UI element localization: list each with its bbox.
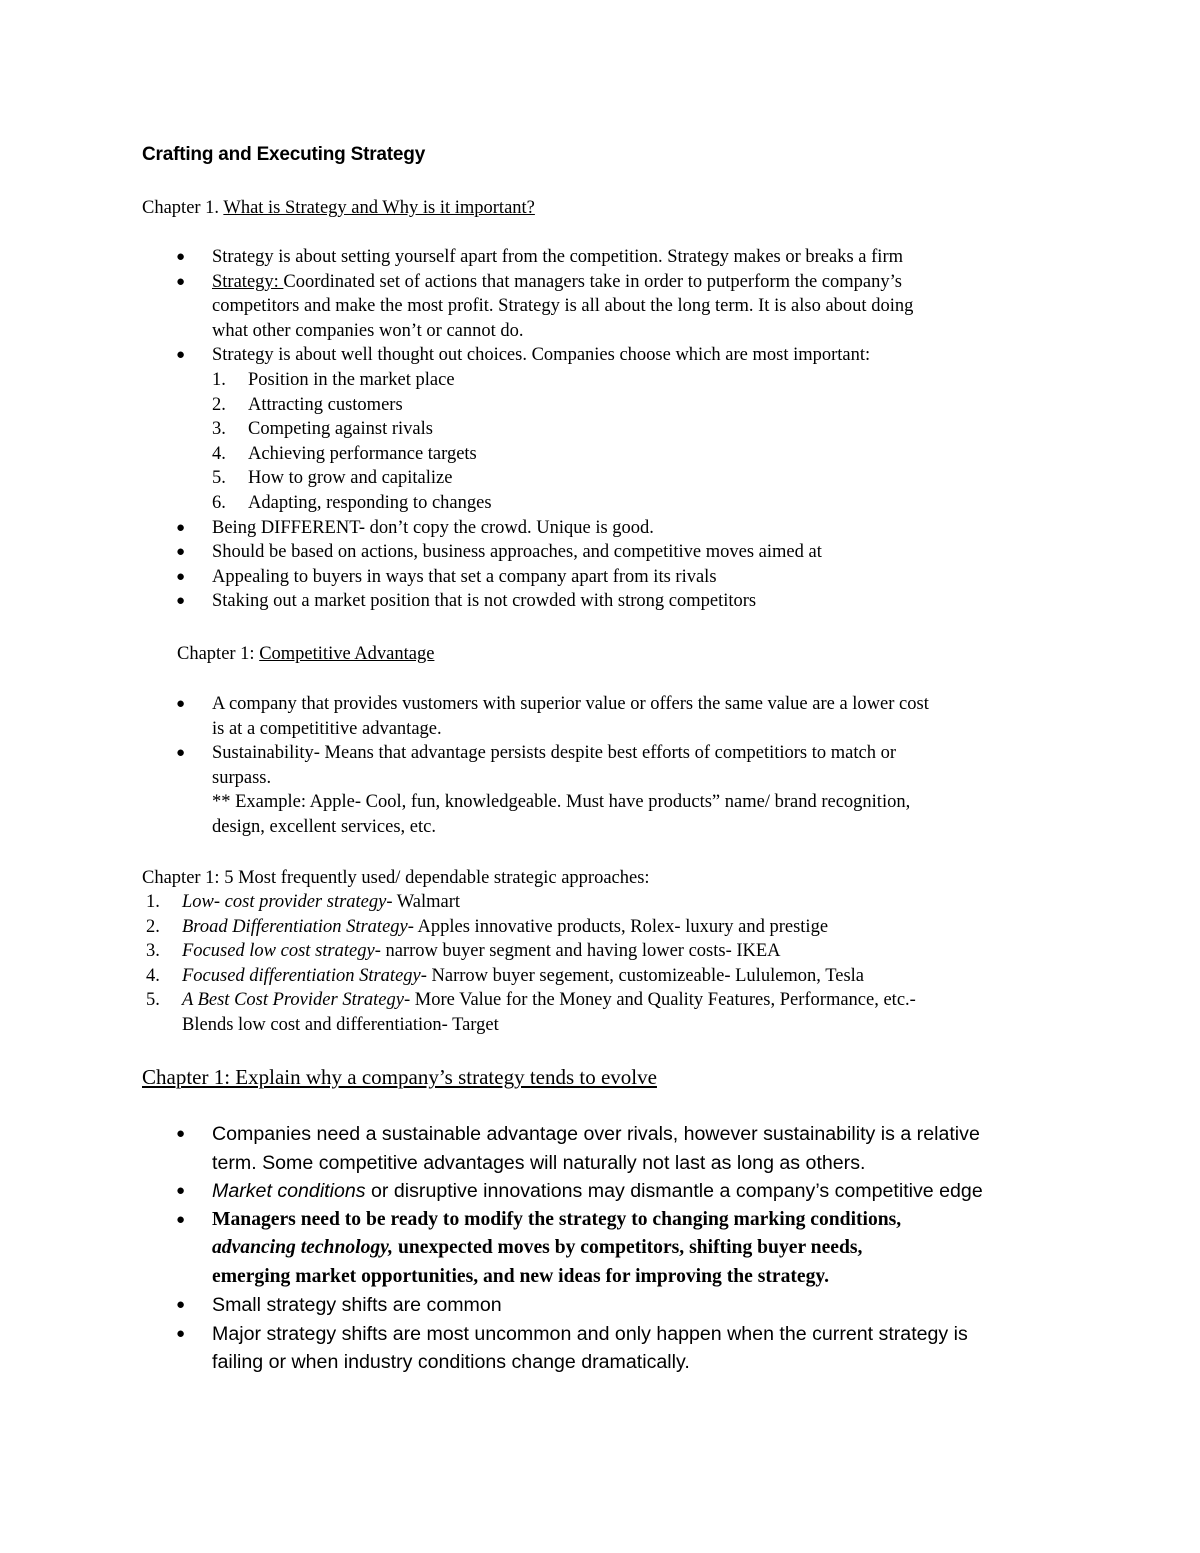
list-item: ● Strategy is about setting yourself apart from the competition. Strategy makes or breaks a firm [176,247,903,267]
strategy-bullet-list [176,245,914,614]
numbered-item: 5. A Best Cost Provider Strategy- More Value for the Money and Quality Features, Performance, etc.- [146,990,916,1011]
list-item-continuation: term. Some competitive advantages will naturally not last as long as others. [212,1151,866,1174]
evolve-list [176,1120,983,1377]
list-item: ● Staking out a market position that is not crowded with strong competitors [176,591,757,612]
list-item-continuation: competitors and make the most profit. Strategy is all about the long term. It is also about doing [212,296,914,317]
numbered-item: 3. Focused low cost strategy- narrow buyer segment and having lower costs- IKEA [146,941,781,962]
strategy-term: Strategy: [212,271,284,292]
chapter-1-heading [142,196,535,221]
evolve-heading: Chapter 1: Explain why a company’s strategy tends to evolve [142,1065,657,1089]
list-item: ● Small strategy shifts are common [176,1294,502,1316]
strategic-approaches-list [146,890,916,1038]
list-item: ● Should be based on actions, business approaches, and competitive moves aimed at [176,542,822,563]
list-item-continuation: design, excellent services, etc. [212,816,436,837]
list-item: ● Managers need to be ready to modify the strategy to changing marking conditions, [176,1208,902,1230]
numbered-item: 6. Adapting, responding to changes [212,492,492,513]
numbered-item: 4. Achieving performance targets [212,443,477,464]
list-item: ● Strategy: Coordinated set of actions that managers take in order to putperform the company’s [176,271,902,292]
document-title: Crafting and Executing Strategy [142,144,426,165]
list-item: ● Companies need a sustainable advantage over rivals, however sustainability is a relative [176,1123,980,1145]
list-item: ● A company that provides vustomers with superior value or offers the same value are a lower cost [176,694,929,714]
list-item: ● Sustainability- Means that advantage persists despite best efforts of competitiors to match or [176,743,897,764]
list-item-continuation: ** Example: Apple- Cool, fun, knowledgeable. Must have products” name/ brand recognition, [212,792,911,813]
competitive-advantage-list [176,692,929,840]
chapter-1-prefix: Chapter 1. [142,198,224,218]
chapter-1-title: What is Strategy and Why is it important? [223,198,535,218]
numbered-item: 3. Competing against rivals [212,419,433,440]
competitive-advantage-heading: Chapter 1: Competitive Advantage [177,644,435,664]
list-item: ● Appealing to buyers in ways that set a company apart from its rivals [176,566,717,587]
numbered-item: 1. Position in the market place [212,369,455,390]
list-item: ● Being DIFFERENT- don’t copy the crowd. Unique is good. [176,517,654,538]
list-item-continuation: what other companies won’t or cannot do. [212,320,524,341]
list-item-continuation: is at a competititive advantage. [212,718,442,739]
numbered-item: 5. How to grow and capitalize [212,468,453,489]
numbered-item: 2. Broad Differentiation Strategy- Apples innovative products, Rolex- luxury and prestige [146,916,829,937]
list-item-continuation: emerging market opportunities, and new ideas for improving the strategy. [212,1265,829,1287]
numbered-item: 2. Attracting customers [212,394,403,415]
list-item: ● Major strategy shifts are most uncommon and only happen when the current strategy is [176,1322,968,1345]
approaches-heading: Chapter 1: 5 Most frequently used/ dependable strategic approaches: [142,868,650,888]
list-item-continuation: surpass. [212,767,272,788]
list-item-continuation: failing or when industry conditions change dramatically. [212,1351,690,1373]
list-item-continuation: Blends low cost and differentiation- Target [182,1014,499,1035]
numbered-item: 4. Focused differentiation Strategy- Narrow buyer segement, customizeable- Lululemon, Tesla [146,965,864,986]
list-item-continuation: advancing technology, unexpected moves by competitors, shifting buyer needs, [212,1237,863,1258]
numbered-item: 1. Low- cost provider strategy- Walmart [146,892,461,912]
list-item: ● Strategy is about well thought out choices. Companies choose which are most important: [176,345,871,366]
list-item: ● Market conditions or disruptive innovations may dismantle a company’s competitive edge [176,1180,983,1202]
